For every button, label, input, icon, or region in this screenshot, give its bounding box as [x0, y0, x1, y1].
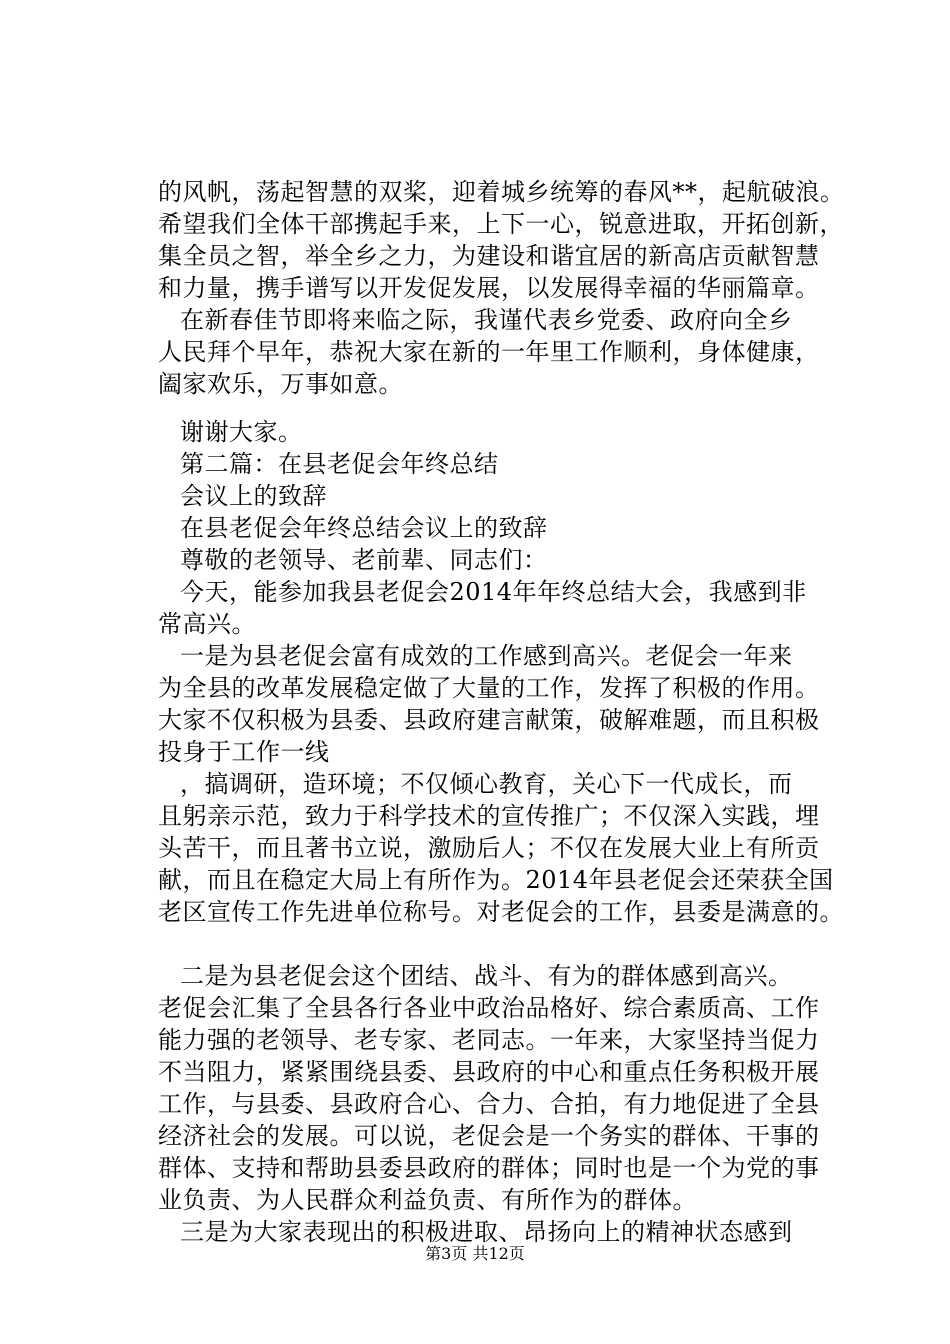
body-line: 且躬亲示范，致力于科学技术的宣传推广；不仅深入实践，埋: [158, 802, 820, 830]
body-line: 和力量，携手谱写以开发促发展，以发展得幸福的华丽篇章。: [158, 274, 820, 302]
body-line: 人民拜个早年，恭祝大家在新的一年里工作顺利，身体健康，: [158, 338, 820, 366]
body-line: 为全县的改革发展稳定做了大量的工作，发挥了积极的作用。: [158, 674, 820, 702]
body-line: 工作，与县委、县政府合心、合力、合拍，有力地促进了全县: [158, 1090, 820, 1118]
body-line: 老区宣传工作先进单位称号。对老促会的工作，县委是满意的。: [158, 898, 844, 926]
body-line: 经济社会的发展。可以说，老促会是一个务实的群体、干事的: [158, 1122, 820, 1150]
body-line: 献，而且在稳定大局上有所作为。2014年县老促会还荣获全国: [158, 866, 834, 894]
body-line: 不当阻力，紧紧围绕县委、县政府的中心和重点任务积极开展: [158, 1058, 820, 1086]
body-line: 群体、支持和帮助县委县政府的群体；同时也是一个为党的事: [158, 1154, 820, 1182]
section-heading: 第二篇：在县老促会年终总结: [180, 450, 499, 478]
salutation: 尊敬的老领导、老前辈、同志们：: [180, 546, 548, 574]
body-line: 大家不仅积极为县委、县政府建言献策，破解难题，而且积极: [158, 706, 820, 734]
body-line: 希望我们全体干部携起手来，上下一心，锐意进取，开拓创新，: [158, 210, 844, 238]
section-heading: 会议上的致辞: [180, 482, 327, 510]
body-line: 业负责、为人民群众利益负责、有所作为的群体。: [158, 1186, 697, 1214]
body-line: ，搞调研，造环境；不仅倾心教育，关心下一代成长，而: [180, 770, 793, 798]
paragraph-start: 一是为县老促会富有成效的工作感到高兴。老促会一年来: [180, 642, 793, 670]
paragraph-start: 三是为大家表现出的积极进取、昂扬向上的精神状态感到: [180, 1218, 793, 1246]
body-line: 常高兴。: [158, 610, 256, 638]
paragraph-start: 今天，能参加我县老促会2014年年终总结大会，我感到非: [180, 578, 807, 606]
body-line: 能力强的老领导、老专家、老同志。一年来，大家坚持当促力: [158, 1026, 820, 1054]
body-line: 阖家欢乐，万事如意。: [158, 370, 403, 398]
body-line: 老促会汇集了全县各行各业中政治品格好、综合素质高、工作: [158, 994, 820, 1022]
body-line: 的风帆，荡起智慧的双桨，迎着城乡统筹的春风**，起航破浪。: [158, 178, 845, 206]
page-number-footer: 第3页 共12页: [425, 1244, 525, 1263]
paragraph-start: 谢谢大家。: [180, 418, 303, 446]
paragraph-start: 二是为县老促会这个团结、战斗、有为的群体感到高兴。: [180, 962, 793, 990]
body-line: 集全员之智，举全乡之力，为建设和谐宜居的新高店贡献智慧: [158, 242, 820, 270]
speech-title: 在县老促会年终总结会议上的致辞: [180, 514, 548, 542]
paragraph-start: 在新春佳节即将来临之际，我谨代表乡党委、政府向全乡: [180, 306, 793, 334]
body-line: 头苦干，而且著书立说，激励后人；不仅在发展大业上有所贡: [158, 834, 820, 862]
body-line: 投身于工作一线: [158, 738, 330, 766]
